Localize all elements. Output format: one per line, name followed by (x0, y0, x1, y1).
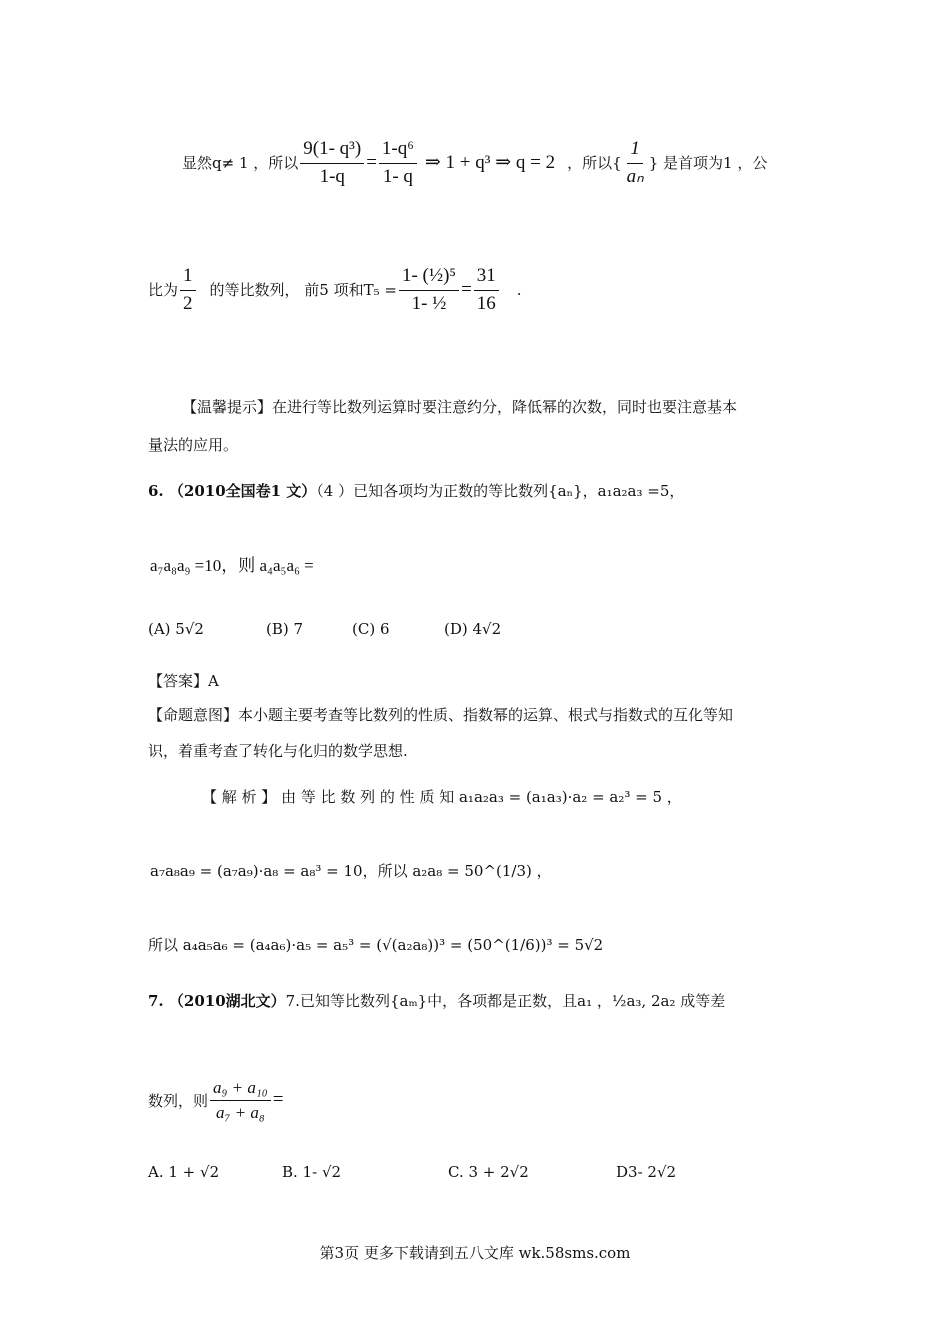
solution-line-sum (148, 265, 522, 316)
fraction (399, 265, 459, 316)
equals: = (366, 151, 377, 173)
question-label: 6. （2010全国卷1 文） (148, 482, 317, 500)
question-7-stem-2 (148, 1078, 283, 1124)
tip-line-2: 量法的应用。 (148, 436, 239, 454)
denominator: a₇ + a₈ (215, 1103, 265, 1123)
fraction (210, 1078, 271, 1124)
intent-line-1: 【命题意图】本小题主要考查等比数列的性质、指数幂的运算、根式与指数式的互化等知 (148, 706, 734, 724)
denominator: 1- q (382, 165, 413, 187)
page-footer: 第3页 更多下载请到五八文库 wk.58sms.com (319, 1244, 631, 1262)
text: 的等比数列， 前5 项和T₅ = (209, 281, 397, 300)
equals: = (461, 278, 472, 300)
text: . (516, 281, 522, 300)
denominator: 1- ½ (411, 292, 447, 314)
numerator: 1-q⁶ (379, 138, 417, 164)
fraction (180, 265, 196, 316)
numerator: 9(1- q³) (300, 138, 364, 164)
text: 比为 (148, 281, 179, 300)
option-a: (A) 5√2 (148, 620, 204, 638)
text: 数列，则 (148, 1091, 209, 1110)
text: } 是首项为1 ，公 (648, 154, 768, 173)
question-6-stem-2: a₇a₈a₉ =10，则 a₄a₅a₆ = (150, 556, 314, 575)
solution-line-3: 所以 a₄a₅a₆ = (a₄a₆)·a₅ = a₅³ = (√(a₂a₈))³ = (50^(1/6))³ = 5√2 (148, 936, 604, 954)
question-text: （4 ）已知各项均为正数的等比数列{aₙ}，a₁a₂a₃ =5， (316, 482, 685, 500)
fraction (379, 138, 417, 189)
denominator: 1-q (319, 165, 345, 187)
denominator: 16 (476, 292, 496, 314)
numerator: 1 (180, 265, 196, 291)
solution-line-2: a₇a₈a₉ = (a₇a₉)·a₈ = a₈³ = 10，所以 a₂a₈ = 50^(1/3) ， (150, 862, 552, 880)
solution-line-1: 【 解 析 】 由 等 比 数 列 的 性 质 知 a₁a₂a₃ = (a₁a₃)·a₂ = a₂³ = 5 ， (202, 788, 682, 806)
question-text: 7.已知等比数列{aₘ}中，各项都是正数，且a₁ ，½a₃, 2a₂ 成等差 (285, 992, 726, 1010)
denominator: aₙ (626, 165, 644, 187)
question-7-stem (148, 992, 725, 1010)
option-d: D3- 2√2 (616, 1163, 677, 1181)
solution-line-ratio (182, 138, 767, 189)
text: ，所以{ (567, 154, 622, 173)
option-b: (B) 7 (266, 620, 304, 638)
numerator: 1- (½)⁵ (399, 265, 459, 291)
question-label: 7. （2010湖北文） (148, 992, 286, 1010)
implication: ⇒ 1 + q³ ⇒ q = 2 (424, 151, 556, 173)
denominator: 2 (183, 292, 193, 314)
numerator: 31 (474, 265, 499, 291)
option-d: (D) 4√2 (444, 620, 502, 638)
fraction (624, 138, 647, 189)
tip-line-1: 【温馨提示】在进行等比数列运算时要注意约分，降低幂的次数，同时也要注意基本 (182, 398, 738, 416)
numerator: a₉ + a₁₀ (210, 1078, 271, 1101)
fraction (474, 265, 499, 316)
intent-line-2: 识，着重考查了转化与化归的数学思想. (148, 742, 408, 760)
answer: 【答案】A (148, 672, 219, 690)
option-c: (C) 6 (352, 620, 390, 638)
option-a: A. 1 + √2 (148, 1163, 220, 1181)
text: 显然q≠ 1 ，所以 (182, 154, 299, 173)
option-c: C. 3 + 2√2 (448, 1163, 529, 1181)
option-b: B. 1- √2 (282, 1163, 342, 1181)
equals: = (272, 1089, 284, 1111)
question-6-stem (148, 482, 684, 500)
numerator: 1 (627, 138, 643, 164)
fraction (300, 138, 364, 189)
